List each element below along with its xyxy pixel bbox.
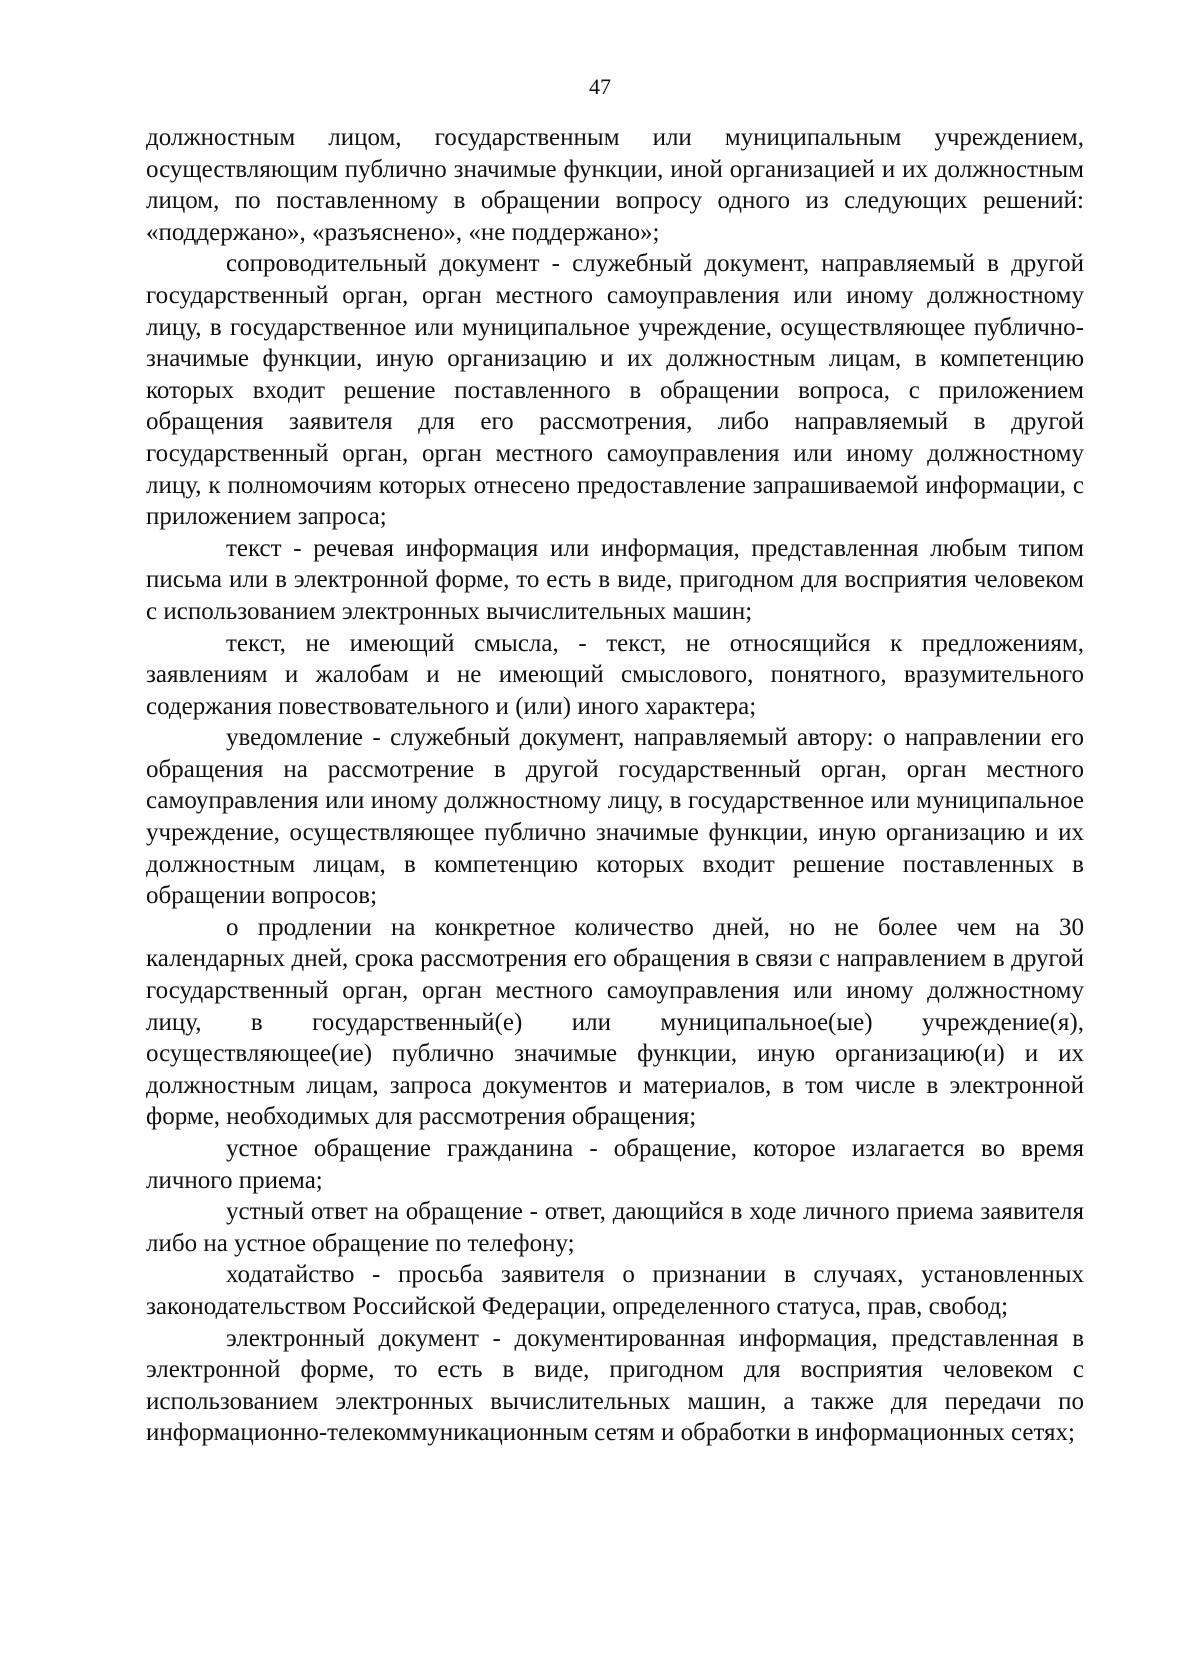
paragraph-oral-appeal: устное обращение гражданина - обращение, которое излагается во время личного приема; xyxy=(146,1135,1084,1194)
paragraph-continuation: должностным лицом, государственным или муниципальным учреждением, осуществляющим публично значимые функции, иной организацией и их должностным лицом, по поставленному в обращении вопросу одного из следующих решений: «поддержано», «разъяснено», «не поддержано»; xyxy=(146,124,1084,246)
paragraph-electronic-document: электронный документ - документированная информация, представленная в электронной форме, то есть в виде, пригодном для восприятия человеком с использованием электронных вычислительных машин, а также для передачи по информационно-телекоммуникационным сетям и обработки в информационных сетях; xyxy=(146,1324,1084,1447)
paragraph-petition: ходатайство - просьба заявителя о признании в случаях, установленных законодательством Российской Федерации, определенного статуса, прав, свобод; xyxy=(146,1261,1084,1320)
paragraph-oral-answer: устный ответ на обращение - ответ, дающийся в ходе личного приема заявителя либо на устное обращение по телефону; xyxy=(146,1198,1084,1257)
paragraph-text-definition: текст - речевая информация или информация, представленная любым типом письма или в электронной форме, то есть в виде, пригодном для восприятия человеком с использованием электронных вычислительных машин; xyxy=(146,534,1084,625)
paragraph-notification: уведомление - служебный документ, направляемый автору: о направлении его обращения на рассмотрение в другой государственный орган, орган местного самоуправления или иному должностному лицу, в государственное или муниципальное учреждение, осуществляющее публично значимые функции, иную организацию и их должностным лицам, в компетенцию которых входит решение поставленных в обращении вопросов; xyxy=(146,724,1084,910)
page-number: 47 xyxy=(589,74,611,99)
paragraph-accompanying-document: сопроводительный документ - служебный документ, направляемый в другой государственный орган, орган местного самоуправления или иному должностному лицу, в государственное или муниципальное учреждение, осуществляющее публично-значимые функции, иную организацию и их должностным лицам, в компетенцию которых входит решение поставленного в обращении вопроса, с приложением обращения заявителя для его рассмотрения, либо направляемый в другой государственный орган, орган местного самоуправления или иному должностному лицу, к полномочиям которых отнесено предоставление запрашиваемой информации, с приложением запроса; xyxy=(146,250,1084,531)
document-body xyxy=(146,122,1084,1449)
paragraph-meaningless-text: текст, не имеющий смысла, - текст, не относящийся к предложениям, заявлениям и жалобам и не имеющий смыслового, понятного, вразумительного содержания повествовательного и (или) иного характера; xyxy=(146,629,1084,720)
paragraph-extension: о продлении на конкретное количество дней, но не более чем на 30 календарных дней, срока рассмотрения его обращения в связи с направлением в другой государственный орган, орган местного самоуправления или иному должностному лицу, в государственный(е) или муниципальное(ые) учреждение(я), осуществляющее(ие) публично значимые функции, иную организацию(и) и их должностным лицам, запроса документов и материалов, в том числе в электронной форме, необходимых для рассмотрения обращения; xyxy=(146,913,1084,1131)
